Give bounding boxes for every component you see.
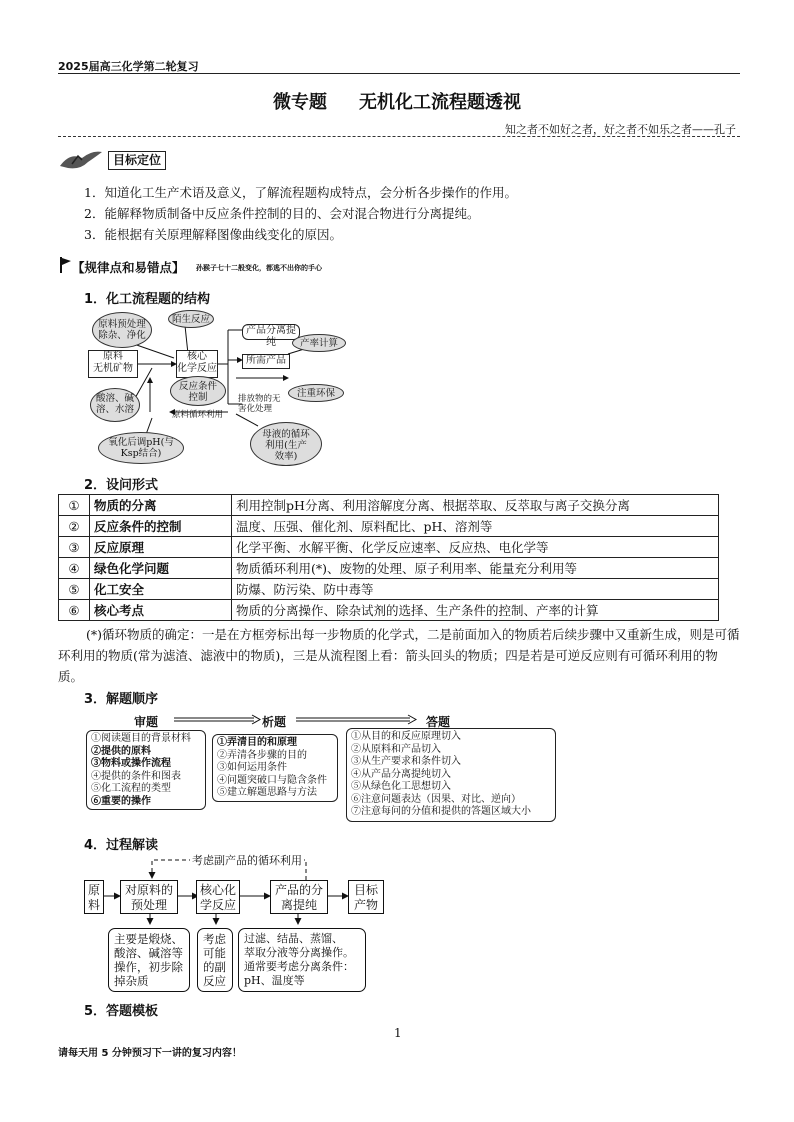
analyze-item: ②弄清各步骤的目的 (217, 749, 307, 761)
side-reaction-note: 考虑 可能 的副 反应 (197, 928, 233, 992)
raw-material-label: 原料 无机矿物 (93, 351, 133, 374)
section-heading: 4．过程解读 (84, 838, 159, 853)
recycle-note: (*)循环物质的确定：一是在方框旁标出每一步物质的化学式，二是前面加入的物质若后续步骤中又重新生成，则是可循环利用的物质(常为滤渣、滤液中的物质)，三是从流程图上看：箭头回头的物质；四是若是可逆反应则有可循环利用的物质。 (58, 627, 740, 684)
row-value: 利用控制pH分离、利用溶解度分离、根据萃取、反萃取与离子交换分离 (232, 495, 719, 516)
goal-item: 3．能根据有关原理解释图像曲线变化的原因。 (84, 227, 342, 242)
row-num: ⑤ (59, 579, 90, 600)
row-key: 反应原理 (90, 537, 232, 558)
review-item: ③物料或操作流程 (91, 758, 171, 769)
page-title (0, 88, 794, 114)
answer-item: ⑦注意每问的分值和提供的答题区域大小 (351, 806, 531, 817)
analyze-item: ①弄清目的和原理 (217, 737, 297, 748)
goals-label: 目标定位 (108, 151, 166, 170)
process-pretreat-box: 对原料的 预处理 (120, 880, 178, 914)
ph-oval: 氧化后调pH(与 Ksp结合) (98, 432, 184, 464)
table-row (59, 600, 719, 621)
step-analyze: 析题 (262, 715, 287, 729)
separation-note: 过滤、结晶、蒸馏、 萃取分液等分离操作。 通常要考虑分离条件： pH、温度等 (238, 928, 366, 992)
review-item: ⑥重要的操作 (91, 795, 151, 807)
answer-box (346, 728, 556, 822)
answer-item: ③从生产要求和条件切入 (351, 756, 461, 767)
flag-icon (58, 256, 72, 274)
table-row (59, 516, 719, 537)
pretreat-oval: 原料预处理 除杂、净化 (92, 312, 152, 348)
process-target-box: 目标 产物 (348, 880, 384, 914)
step-review: 审题 (134, 715, 159, 729)
motto: 知之者不如好之者，好之者不如乐之者——孔子 (505, 123, 736, 136)
product-sep-box: 产品分离提纯 (242, 324, 300, 340)
header-rule (58, 73, 740, 74)
analyze-box (212, 734, 338, 802)
row-value: 物质的分离操作、除杂试剂的选择、生产条件的控制、产率的计算 (232, 600, 719, 621)
step-arrows (170, 712, 420, 728)
loop-label: 考虑副产品的循环利用 (192, 854, 302, 867)
row-key: 核心考点 (90, 600, 232, 621)
analyze-item: ④问题突破口与隐含条件 (217, 774, 327, 786)
raw-material-box (88, 350, 138, 378)
environment-oval: 注重环保 (288, 384, 344, 402)
process-raw-box: 原 料 (84, 880, 104, 914)
answer-item: ②从原料和产品切入 (351, 743, 441, 755)
page-number: 1 (394, 1026, 402, 1040)
structure-diagram (88, 308, 360, 468)
row-value: 化学平衡、水解平衡、化学反应速率、反应热、电化学等 (232, 537, 719, 558)
answer-item: ①从目的和反应原理切入 (351, 731, 461, 742)
recycle-label: 原料循环利用 (172, 410, 224, 420)
rules-label: 【规律点和易错点】 (72, 260, 185, 275)
bird-icon (58, 146, 104, 172)
unfamiliar-reaction-oval: 陌生反应 (168, 310, 214, 328)
row-key: 反应条件的控制 (90, 516, 232, 537)
analyze-item: ⑤建立解题思路与方法 (217, 787, 317, 798)
row-value: 物质循环利用(*)、废物的处理、原子利用率、能量充分利用等 (232, 558, 719, 579)
course-header: 2025届高三化学第二轮复习 (58, 60, 199, 73)
row-num: ⑥ (59, 600, 90, 621)
step-answer: 答题 (426, 715, 451, 729)
row-key: 化工安全 (90, 579, 232, 600)
row-value: 温度、压强、催化剂、原料配比、pH、溶剂等 (232, 516, 719, 537)
review-item: ②提供的原料 (91, 745, 151, 757)
section-heading: 3．解题顺序 (84, 692, 159, 707)
core-reaction-box (176, 350, 218, 378)
dashed-divider (58, 136, 740, 137)
section-heading: 5．答题模板 (84, 1004, 159, 1019)
answer-item: ⑥注意问题表达（因果、对比、逆向） (351, 793, 521, 805)
waste-label: 排放物的无 害化处理 (238, 394, 281, 414)
goal-item: 2．能解释物质制备中反应条件控制的目的、会对混合物进行分离提纯。 (84, 206, 480, 221)
question-form-table (58, 494, 719, 621)
review-item: ①阅读题目的背景材料 (91, 733, 191, 744)
analyze-item: ③如何运用条件 (217, 762, 287, 773)
process-core-box: 核心化 学反应 (196, 880, 240, 914)
title-left: 微专题 (273, 92, 327, 113)
row-num: ④ (59, 558, 90, 579)
mother-liquor-oval: 母液的循环 利用(生产 效率) (250, 422, 322, 466)
condition-oval: 反应条件 控制 (170, 376, 226, 406)
review-box (86, 730, 206, 810)
core-reaction-label: 核心 化学反应 (177, 351, 217, 374)
answer-item: ④从产品分离提纯切入 (351, 768, 451, 780)
process-separation-box: 产品的分 离提纯 (270, 880, 328, 914)
row-key: 物质的分离 (90, 495, 232, 516)
product-box: 所需产品 (242, 354, 290, 369)
row-num: ① (59, 495, 90, 516)
goal-item: 1．知道化工生产术语及意义，了解流程题构成特点，会分析各步操作的作用。 (84, 185, 517, 200)
row-value: 防爆、防污染、防中毒等 (232, 579, 719, 600)
row-key: 绿色化学问题 (90, 558, 232, 579)
review-item: ⑤化工流程的类型 (91, 783, 171, 794)
row-num: ③ (59, 537, 90, 558)
row-num: ② (59, 516, 90, 537)
rules-note: 孙猴子七十二般变化，都逃不出你的手心 (196, 263, 322, 272)
section-heading: 1．化工流程题的结构 (84, 292, 211, 307)
review-item: ④提供的条件和图表 (91, 770, 181, 782)
table-row (59, 558, 719, 579)
table-row (59, 579, 719, 600)
table-row (59, 537, 719, 558)
section-heading: 2．设问形式 (84, 478, 159, 493)
yield-oval: 产率计算 (292, 334, 346, 352)
title-right: 无机化工流程题透视 (359, 92, 521, 113)
answer-item: ⑤从绿色化工思想切入 (351, 781, 451, 792)
table-row (59, 495, 719, 516)
footer-note: 请每天用 5 分钟预习下一讲的复习内容！ (58, 1048, 242, 1059)
acid-dissolve-oval: 酸溶、碱 溶、水溶 (90, 388, 140, 422)
pretreat-note: 主要是煅烧、 酸溶、碱溶等 操作，初步除 掉杂质 (108, 928, 190, 992)
